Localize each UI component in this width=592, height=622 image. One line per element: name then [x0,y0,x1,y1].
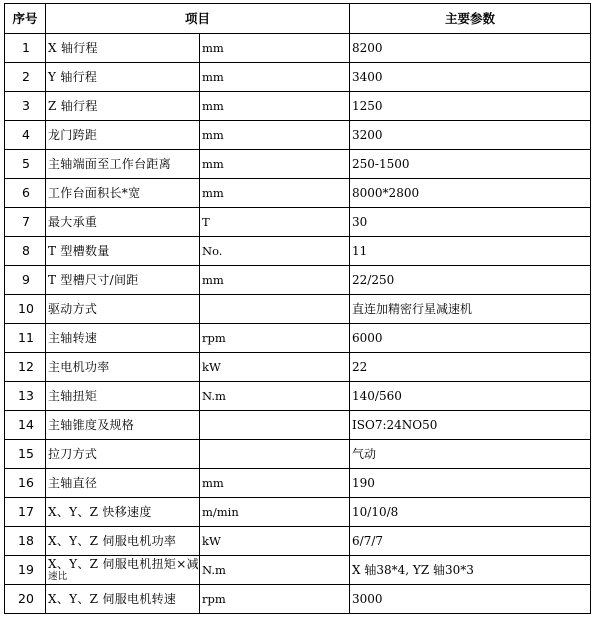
row-value: 10/10/8 [350,498,591,527]
row-no: 18 [5,527,46,556]
row-no: 1 [5,34,46,63]
row-no: 19 [5,556,46,585]
table-row [5,208,591,237]
row-unit: No. [200,237,350,266]
row-name: 主轴直径 [46,469,200,498]
row-value: 22/250 [350,266,591,295]
table-row [5,411,591,440]
row-unit: rpm [200,585,350,614]
row-name: 驱动方式 [46,295,200,324]
row-no: 6 [5,179,46,208]
row-unit: mm [200,150,350,179]
spec-table [4,3,591,614]
row-name: 主轴转速 [46,324,200,353]
row-unit: m/min [200,498,350,527]
row-unit: mm [200,179,350,208]
row-name: 主轴锥度及规格 [46,411,200,440]
row-no: 17 [5,498,46,527]
table-row [5,295,591,324]
row-unit: kW [200,353,350,382]
row-value: 直连加精密行星减速机 [350,295,591,324]
row-unit: N.m [200,556,350,585]
row-unit: mm [200,266,350,295]
row-no: 15 [5,440,46,469]
table-row [5,382,591,411]
row-value: 250-1500 [350,150,591,179]
row-unit: T [200,208,350,237]
row-name-line2: 速比 [48,571,68,582]
row-name: X、Y、Z 伺服电机转速 [46,585,200,614]
row-name: 工作台面积长*宽 [46,179,200,208]
row-no: 9 [5,266,46,295]
row-no: 8 [5,237,46,266]
header-item: 项目 [46,4,350,34]
row-unit: mm [200,63,350,92]
table-row [5,92,591,121]
row-value: ISO7:24NO50 [350,411,591,440]
row-name: 拉刀方式 [46,440,200,469]
row-name: X、Y、Z 快移速度 [46,498,200,527]
table-row [5,150,591,179]
table-row [5,498,591,527]
header-no: 序号 [5,4,46,34]
table-row [5,353,591,382]
row-name: X 轴行程 [46,34,200,63]
row-value: 190 [350,469,591,498]
row-value: 140/560 [350,382,591,411]
row-no: 5 [5,150,46,179]
row-unit: mm [200,34,350,63]
row-name: T 型槽尺寸/间距 [46,266,200,295]
row-name: X、Y、Z 伺服电机功率 [46,527,200,556]
table-row [5,527,591,556]
row-no: 2 [5,63,46,92]
header-param: 主要参数 [350,4,591,34]
row-no: 11 [5,324,46,353]
row-no: 10 [5,295,46,324]
table-row [5,469,591,498]
row-no: 16 [5,469,46,498]
row-name: T 型槽数量 [46,237,200,266]
row-name [46,556,200,585]
row-name: Y 轴行程 [46,63,200,92]
table-row [5,585,591,614]
row-value: 3000 [350,585,591,614]
row-value: X 轴38*4, YZ 轴30*3 [350,556,591,585]
table-row [5,440,591,469]
row-no: 4 [5,121,46,150]
row-no: 20 [5,585,46,614]
row-no: 7 [5,208,46,237]
row-name: 主轴端面至工作台距离 [46,150,200,179]
row-value: 6000 [350,324,591,353]
row-value: 1250 [350,92,591,121]
row-value: 6/7/7 [350,527,591,556]
row-name: 主电机功率 [46,353,200,382]
row-value: 气动 [350,440,591,469]
table-header-row [5,4,591,34]
row-name: 最大承重 [46,208,200,237]
row-unit: mm [200,92,350,121]
row-value: 8000*2800 [350,179,591,208]
row-no: 13 [5,382,46,411]
row-unit: mm [200,469,350,498]
row-name: 主轴扭矩 [46,382,200,411]
table-row [5,266,591,295]
row-value: 22 [350,353,591,382]
row-value: 8200 [350,34,591,63]
row-unit: N.m [200,382,350,411]
row-unit [200,411,350,440]
row-unit: mm [200,121,350,150]
row-unit: rpm [200,324,350,353]
table-row [5,63,591,92]
table-row [5,237,591,266]
row-no: 3 [5,92,46,121]
row-value: 3400 [350,63,591,92]
row-unit [200,440,350,469]
row-no: 12 [5,353,46,382]
table-row [5,121,591,150]
row-unit [200,295,350,324]
row-name-line1: X、Y、Z 伺服电机扭矩×减 [48,557,199,571]
row-value: 3200 [350,121,591,150]
row-name: 龙门跨距 [46,121,200,150]
row-value: 30 [350,208,591,237]
table-row [5,34,591,63]
row-no: 14 [5,411,46,440]
table-row [5,324,591,353]
table-row [5,179,591,208]
row-value: 11 [350,237,591,266]
row-unit: kW [200,527,350,556]
table-row [5,556,591,585]
row-name: Z 轴行程 [46,92,200,121]
